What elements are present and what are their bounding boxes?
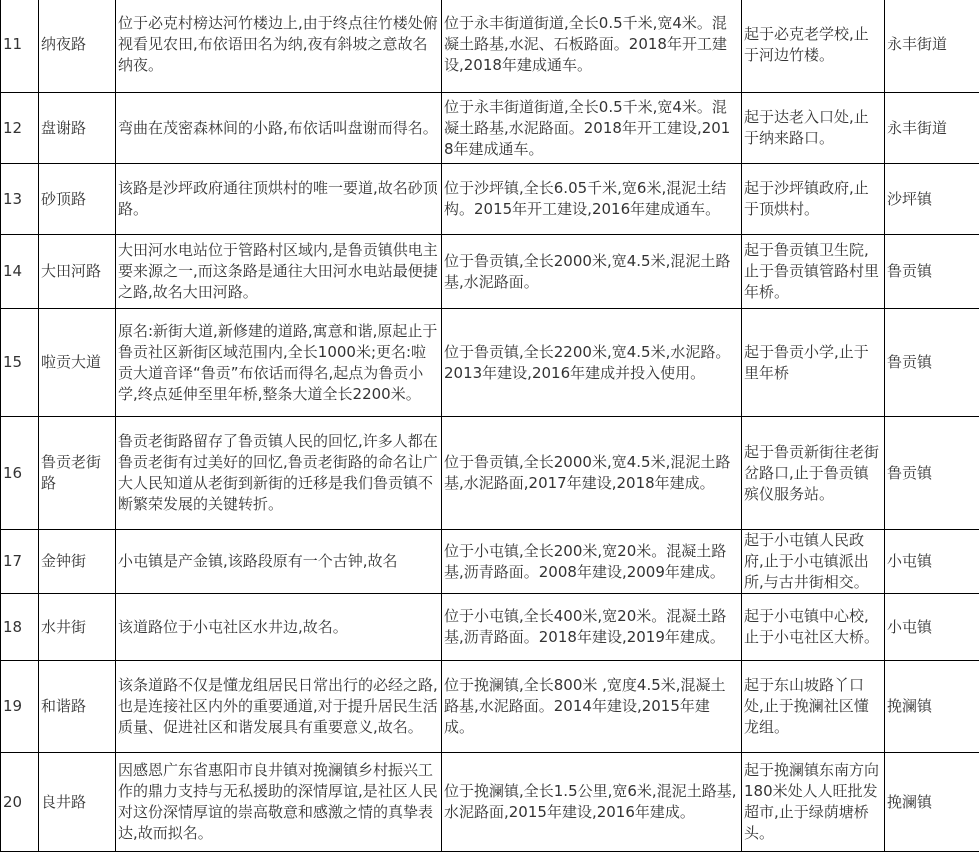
road-description-cell: 位于鲁贡镇,全长2000米,宽4.5米,混泥土路基,水泥路面。: [442, 235, 742, 309]
row-index-cell: 11: [1, 0, 39, 93]
town-cell: 永丰街道: [885, 93, 979, 164]
road-name-cell: 盘谢路: [39, 93, 116, 164]
table-row: [1, 417, 979, 530]
start-end-cell: 起于鲁贡小学,止于里年桥: [742, 309, 885, 417]
start-end-cell: 起于小屯镇中心校,止于小屯社区大桥。: [742, 594, 885, 661]
row-index-cell: 13: [1, 164, 39, 235]
table-row: [1, 661, 979, 753]
town-cell: 鲁贡镇: [885, 417, 979, 530]
start-end-cell: 起于挽澜镇东南方向180米处人人旺批发超市,止于绿荫塘桥头。: [742, 753, 885, 852]
town-cell: 沙坪镇: [885, 164, 979, 235]
town-cell: 鲁贡镇: [885, 309, 979, 417]
naming-reason-cell: 该路是沙坪政府通往顶烘村的唯一要道,故名砂顶路。: [116, 164, 442, 235]
row-index-cell: 19: [1, 661, 39, 753]
start-end-cell: 起于鲁贡新街往老街岔路口,止于鲁贡镇殡仪服务站。: [742, 417, 885, 530]
naming-reason-cell: 位于必克村榜达河竹楼边上,由于终点往竹楼处俯视看见农田,布依语田名为纳,夜有斜坡之意故名纳夜。: [116, 0, 442, 93]
town-cell: 挽澜镇: [885, 753, 979, 852]
table-row: [1, 753, 979, 852]
road-description-cell: 位于挽澜镇,全长1.5公里,宽6米,混泥土路基,水泥路面,2015年建设,2016年建成。: [442, 753, 742, 852]
start-end-cell: 起于必克老学校,止于河边竹楼。: [742, 0, 885, 93]
row-index-cell: 12: [1, 93, 39, 164]
table-row: [1, 93, 979, 164]
naming-reason-cell: 鲁贡老街路留存了鲁贡镇人民的回忆,许多人都在鲁贡老街有过美好的回忆,鲁贡老街路的命名让广大人民知道从老街到新街的迁移是我们鲁贡镇不断繁荣发展的关键转折。: [116, 417, 442, 530]
road-name-cell: 和谐路: [39, 661, 116, 753]
naming-reason-cell: 因感恩广东省惠阳市良井镇对挽澜镇乡村振兴工作的鼎力支持与无私援助的深情厚谊,是社区人民对这份深情厚谊的崇高敬意和感激之情的真挚表达,故而拟名。: [116, 753, 442, 852]
road-description-cell: 位于鲁贡镇,全长2000米,宽4.5米,混泥土路基,水泥路面,2017年建设,2018年建成。: [442, 417, 742, 530]
town-cell: 永丰街道: [885, 0, 979, 93]
row-index-cell: 16: [1, 417, 39, 530]
table-row: [1, 0, 979, 93]
road-description-cell: 位于永丰街道街道,全长0.5千米,宽4米。混凝土路基,水泥路面。2018年开工建设,2018年建成通车。: [442, 93, 742, 164]
table-row: [1, 530, 979, 594]
road-name-cell: 大田河路: [39, 235, 116, 309]
row-index-cell: 15: [1, 309, 39, 417]
road-description-cell: 位于小屯镇,全长200米,宽20米。混凝土路基,沥青路面。2008年建设,2009年建成。: [442, 530, 742, 594]
naming-reason-cell: 大田河水电站位于管路村区域内,是鲁贡镇供电主要来源之一,而这条路是通往大田河水电站最便捷之路,故名大田河路。: [116, 235, 442, 309]
road-name-cell: 啦贡大道: [39, 309, 116, 417]
town-cell: 小屯镇: [885, 594, 979, 661]
road-name-cell: 良井路: [39, 753, 116, 852]
road-description-cell: 位于小屯镇,全长400米,宽20米。混凝土路基,沥青路面。2018年建设,2019年建成。: [442, 594, 742, 661]
naming-reason-cell: 原名:新街大道,新修建的道路,寓意和谐,原起止于鲁贡社区新街区域范围内,全长1000米;更名:啦贡大道音译“鲁贡”布依话而得名,起点为鲁贡小学,终点延伸至里年桥,整条大道全长2200米。: [116, 309, 442, 417]
table-row: [1, 309, 979, 417]
naming-reason-cell: 该条道路不仅是懂龙组居民日常出行的必经之路,也是连接社区内外的重要通道,对于提升居民生活质量、促进社区和谐发展具有重要意义,故名。: [116, 661, 442, 753]
town-cell: 小屯镇: [885, 530, 979, 594]
road-description-cell: 位于鲁贡镇,全长2200米,宽4.5米,水泥路。2013年建设,2016年建成并投入使用。: [442, 309, 742, 417]
road-name-cell: 鲁贡老街路: [39, 417, 116, 530]
road-name-cell: 砂顶路: [39, 164, 116, 235]
town-cell: 鲁贡镇: [885, 235, 979, 309]
start-end-cell: 起于达老入口处,止于纳来路口。: [742, 93, 885, 164]
start-end-cell: 起于沙坪镇政府,止于顶烘村。: [742, 164, 885, 235]
road-description-cell: 位于永丰街道街道,全长0.5千米,宽4米。混凝土路基,水泥、石板路面。2018年开工建设,2018年建成通车。: [442, 0, 742, 93]
row-index-cell: 18: [1, 594, 39, 661]
naming-reason-cell: 弯曲在茂密森林间的小路,布依话叫盘谢而得名。: [116, 93, 442, 164]
naming-reason-cell: 该道路位于小屯社区水井边,故名。: [116, 594, 442, 661]
road-description-cell: 位于挽澜镇,全长800米 ,宽度4.5米,混凝土路基,水泥路面。2014年建设,2015年建成。: [442, 661, 742, 753]
table-row: [1, 594, 979, 661]
row-index-cell: 17: [1, 530, 39, 594]
town-cell: 挽澜镇: [885, 661, 979, 753]
road-name-cell: 水井街: [39, 594, 116, 661]
start-end-cell: 起于小屯镇人民政府,止于小屯镇派出所,与古井街相交。: [742, 530, 885, 594]
start-end-cell: 起于鲁贡镇卫生院,止于鲁贡镇管路村里年桥。: [742, 235, 885, 309]
naming-reason-cell: 小屯镇是产金镇,该路段原有一个古钟,故名: [116, 530, 442, 594]
table-row: [1, 235, 979, 309]
road-name-cell: 纳夜路: [39, 0, 116, 93]
road-name-cell: 金钟街: [39, 530, 116, 594]
road-description-cell: 位于沙坪镇,全长6.05千米,宽6米,混泥土结构。2015年开工建设,2016年建成通车。: [442, 164, 742, 235]
table-body: [1, 0, 979, 852]
row-index-cell: 14: [1, 235, 39, 309]
row-index-cell: 20: [1, 753, 39, 852]
start-end-cell: 起于东山坡路丫口处,止于挽澜社区懂龙组。: [742, 661, 885, 753]
table-row: [1, 164, 979, 235]
